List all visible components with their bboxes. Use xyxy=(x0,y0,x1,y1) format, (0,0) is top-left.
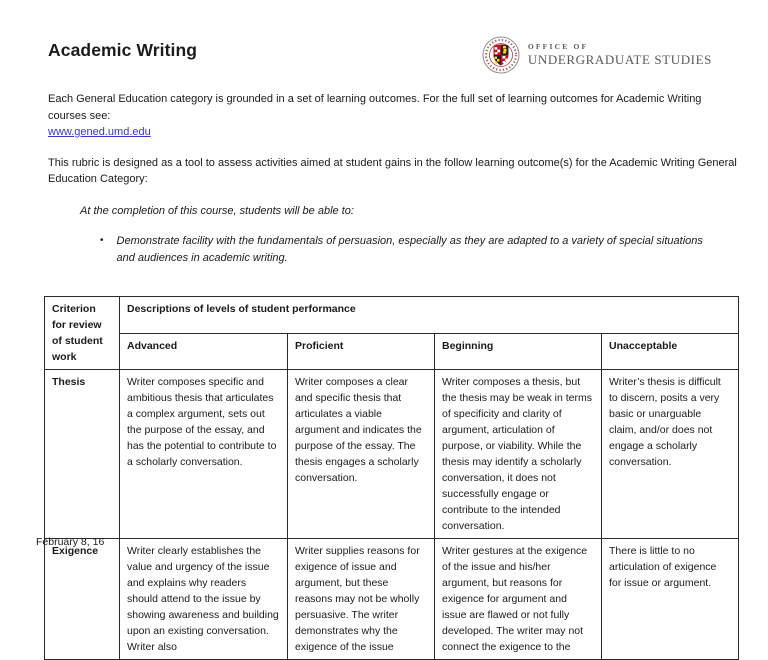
thesis-unacceptable-cell: Writer’s thesis is difficult to discern, posits a very basic or unarguable claim, and/or does not engage a scholarly conversation. xyxy=(602,370,739,539)
exigence-beginning-cell: Writer gestures at the exigence of the issue and his/her argument, but reasons for exigence for argument and issue are flawed or not fully developed. The writer may not connect the exigence to the xyxy=(435,539,602,660)
intro-paragraph-2: This rubric is designed as a tool to assess activities aimed at student gains in the follow learning outcome(s) for the Academic Writing General Education Category: xyxy=(48,156,737,185)
thesis-advanced-cell: Writer composes specific and ambitious thesis that articulates a complex argument, sets out the purpose of the essay, and has the potential to contribute to a scholarly conversation. xyxy=(120,370,288,539)
thesis-beginning-cell: Writer composes a thesis, but the thesis may be weak in terms of specificity and clarity of argument, articulation of purpose, or viability. While the thesis may identify a scholarly conversation, it does not successfully engage or contribute to the intended conversation. xyxy=(435,370,602,539)
page-title: Academic Writing xyxy=(48,40,198,60)
document-header xyxy=(0,0,768,74)
footer-date: February 8, 16 xyxy=(36,536,105,548)
link-line xyxy=(48,124,768,141)
logo-office-of-label: OFFICE OF xyxy=(527,42,589,51)
outcome-bullet-item xyxy=(100,233,768,266)
exigence-advanced-cell: Writer clearly establishes the value and urgency of the issue and explains why readers should attend to the issue by showing awareness and building upon an existing conversation. Writer also xyxy=(120,539,288,660)
column-header-proficient: Proficient xyxy=(288,333,435,370)
table-row-thesis xyxy=(45,370,739,539)
logo-undergraduate-studies-label: UNDERGRADUATE STUDIES xyxy=(527,52,712,67)
thesis-proficient-cell: Writer composes a clear and specific thesis that articulates a viable argument and indicates the purpose of the essay. The thesis engages a scholarly conversation. xyxy=(288,370,435,539)
rubric-table xyxy=(44,296,739,660)
logo-wordmark xyxy=(528,42,712,68)
umd-logo xyxy=(482,36,712,74)
table-row-exigence xyxy=(45,539,739,660)
column-header-advanced: Advanced xyxy=(120,333,288,370)
levels-group-header: Descriptions of levels of student performance xyxy=(120,297,739,334)
exigence-proficient-cell: Writer supplies reasons for exigence of issue and argument, but these reasons may not be wholly persuasive. The writer demonstrates why the exigence of the issue xyxy=(288,539,435,660)
criterion-label-exigence: Exigence xyxy=(45,539,120,660)
gened-umd-link[interactable]: www.gened.umd.edu xyxy=(48,126,151,138)
exigence-unacceptable-cell: There is little to no articulation of exigence for issue or argument. xyxy=(602,539,739,660)
criterion-column-header: Criterion for review of student work xyxy=(45,297,120,370)
column-header-beginning: Beginning xyxy=(435,333,602,370)
column-header-unacceptable: Unacceptable xyxy=(602,333,739,370)
university-seal-icon xyxy=(482,36,520,74)
intro-paragraph-1: Each General Education category is grounded in a set of learning outcomes. For the full set of learning outcomes for Academic Writing courses see: xyxy=(48,93,702,122)
intro-section xyxy=(0,91,768,266)
criterion-label-thesis: Thesis xyxy=(45,370,120,539)
bullet-icon: • xyxy=(100,235,104,246)
outcome-bullet-text: Demonstrate facility with the fundamentals of persuasion, especially as they are adapted to a variety of special situations and audiences in academic writing. xyxy=(116,235,703,264)
outcome-lead-text: At the completion of this course, students will be able to: xyxy=(80,204,354,217)
